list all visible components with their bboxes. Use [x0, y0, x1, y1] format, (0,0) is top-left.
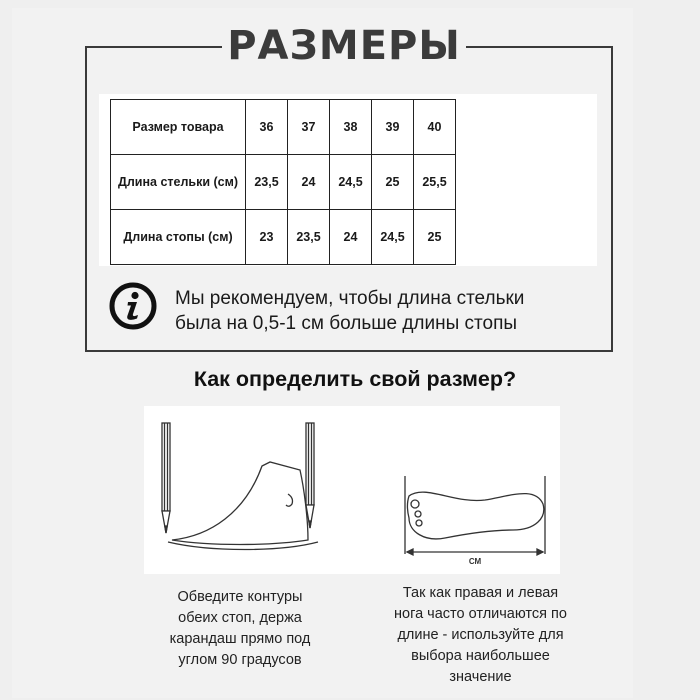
- caption-left: [150, 587, 330, 671]
- caption-line: углом 90 градусов: [178, 652, 302, 668]
- note-line: Мы рекомендуем, чтобы длина стельки: [175, 288, 525, 309]
- table-cell: 25: [414, 210, 456, 265]
- caption-line: Так как правая и левая: [402, 585, 559, 601]
- table-cell: 24: [330, 210, 372, 265]
- note-line: была на 0,5-1 см больше длины стопы: [175, 313, 518, 334]
- ruler-label: СМ: [468, 557, 482, 566]
- info-icon: [108, 281, 158, 331]
- table-cell: 24,5: [330, 155, 372, 210]
- table-cell: 23,5: [288, 210, 330, 265]
- table-cell: 23: [246, 210, 288, 265]
- foot-measure-illustration: [395, 474, 555, 570]
- caption-line: карандаш прямо под: [169, 631, 311, 647]
- caption-line: Обведите контуры: [177, 589, 303, 605]
- row-label: Длина стельки (см): [111, 155, 246, 210]
- size-table: [110, 99, 456, 265]
- table-cell: 39: [372, 100, 414, 155]
- caption-line: длине - используйте для: [397, 627, 564, 643]
- table-cell: 36: [246, 100, 288, 155]
- title-wrap: [222, 20, 466, 72]
- page-title: РАЗМЕРЫ: [227, 23, 461, 69]
- table-cell: 25,5: [414, 155, 456, 210]
- caption-line: нога часто отличаются по: [394, 606, 567, 622]
- row-label: Длина стопы (см): [111, 210, 246, 265]
- table-row: [111, 210, 456, 265]
- table-cell: 38: [330, 100, 372, 155]
- table-cell: 24,5: [372, 210, 414, 265]
- foot-outline-illustration: [150, 418, 340, 568]
- howto-heading: Как определить свой размер?: [193, 367, 517, 391]
- table-cell: 25: [372, 155, 414, 210]
- caption-line: обеих стоп, держа: [178, 610, 302, 626]
- table-cell: 24: [288, 155, 330, 210]
- caption-line: значение: [449, 669, 512, 685]
- table-cell: 37: [288, 100, 330, 155]
- caption-right: [368, 583, 593, 688]
- table-cell: 40: [414, 100, 456, 155]
- table-cell: 23,5: [246, 155, 288, 210]
- row-label: Размер товара: [111, 100, 246, 155]
- table-row: [111, 100, 456, 155]
- table-row: [111, 155, 456, 210]
- caption-line: выбора наибольшее: [411, 648, 550, 664]
- recommendation-note: [175, 286, 524, 336]
